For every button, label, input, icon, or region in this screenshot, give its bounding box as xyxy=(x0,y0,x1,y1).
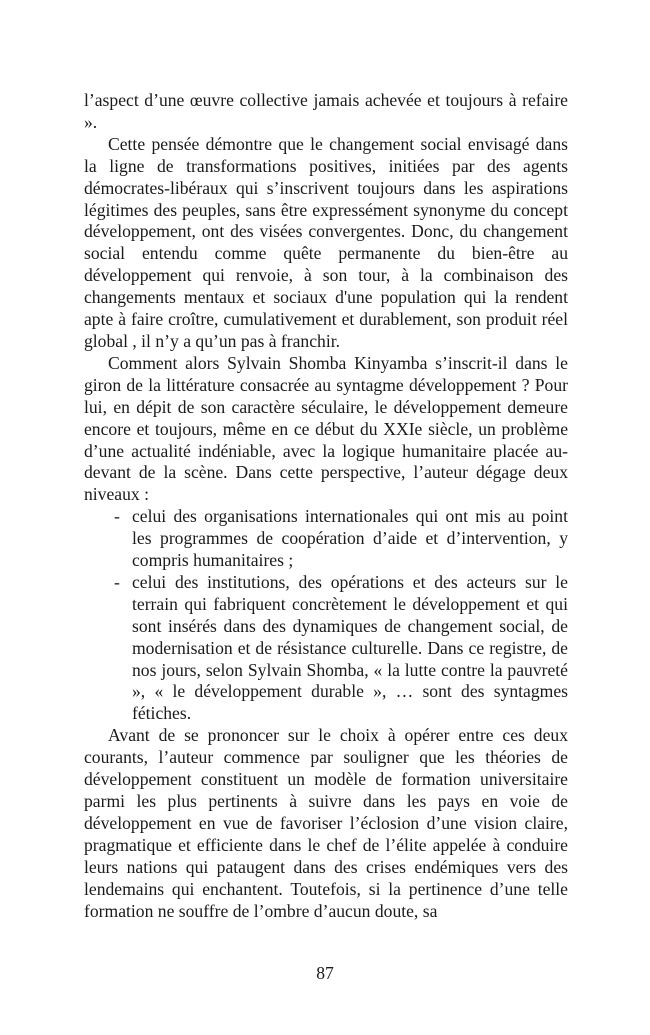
paragraph-social-change: Cette pensée démontre que le changement social envisagé dans la ligne de transformations positives, initiées par des agents démocrates-libéraux qui s’inscrivent toujours dans les aspirations légitimes des peuples, sans être expressément synonyme du concept développement, ont des visées convergentes. Donc, du changement social entendu comme quête permanente du bien-être au développement qui renvoie, à son tour, à la combinaison des changements mentaux et sociaux d'une population qui la rendent apte à faire croître, cumulativement et durablement, son produit réel global , il n’y a qu’un pas à franchir. xyxy=(84,133,568,351)
list-item-text: celui des organisations internationales qui ont mis au point les programmes de coopération d’aide et d’intervention, y compris humanitaires ; xyxy=(132,506,568,571)
paragraph-continuation: l’aspect d’une œuvre collective jamais achevée et toujours à refaire ». xyxy=(84,90,568,132)
paragraph-development-theories: Avant de se prononcer sur le choix à opérer entre ces deux courants, l’auteur commence par souligner que les théories de développement constituent un modèle de formation universitaire parmi les plus pertinents à suivre dans les pays en voie de développement en vue de favoriser l’éclosion d’une vision claire, pragmatique et efficiente dans le chef de l’élite appelée à conduire leurs nations qui pataugent dans des crises endémiques vers des lendemains qui enchantent. Toutefois, si la pertinence d’une telle formation ne souffre de l’ombre d’aucun doute, sa xyxy=(84,725,568,921)
levels-list xyxy=(84,506,568,725)
list-item xyxy=(114,571,568,725)
list-dash: - xyxy=(114,506,120,527)
list-dash: - xyxy=(114,571,120,592)
paragraph-shomba-kinyamba: Comment alors Sylvain Shomba Kinyamba s’inscrit-il dans le giron de la littérature consacrée au syntagme développement ? Pour lui, en dépit de son caractère séculaire, le développement demeure encore et toujours, même en ce début du XXIe siècle, un problème d’une actualité indéniable, avec la logique humanitaire placée au-devant de la scène. Dans cette perspective, l’auteur dégage deux niveaux : xyxy=(84,352,568,505)
page-number: 87 xyxy=(316,963,334,983)
list-item-text: celui des institutions, des opérations et des acteurs sur le terrain qui fabriquent concrètement le développement et qui sont insérés dans des dynamiques de changement social, de modernisation et de résistance culturelle. Dans ce registre, de nos jours, selon Sylvain Shomba, « la lutte contre la pauvreté », « le développement durable », … sont des syntagmes fétiches. xyxy=(132,571,568,724)
list-item xyxy=(114,506,568,572)
page-body xyxy=(84,90,568,922)
